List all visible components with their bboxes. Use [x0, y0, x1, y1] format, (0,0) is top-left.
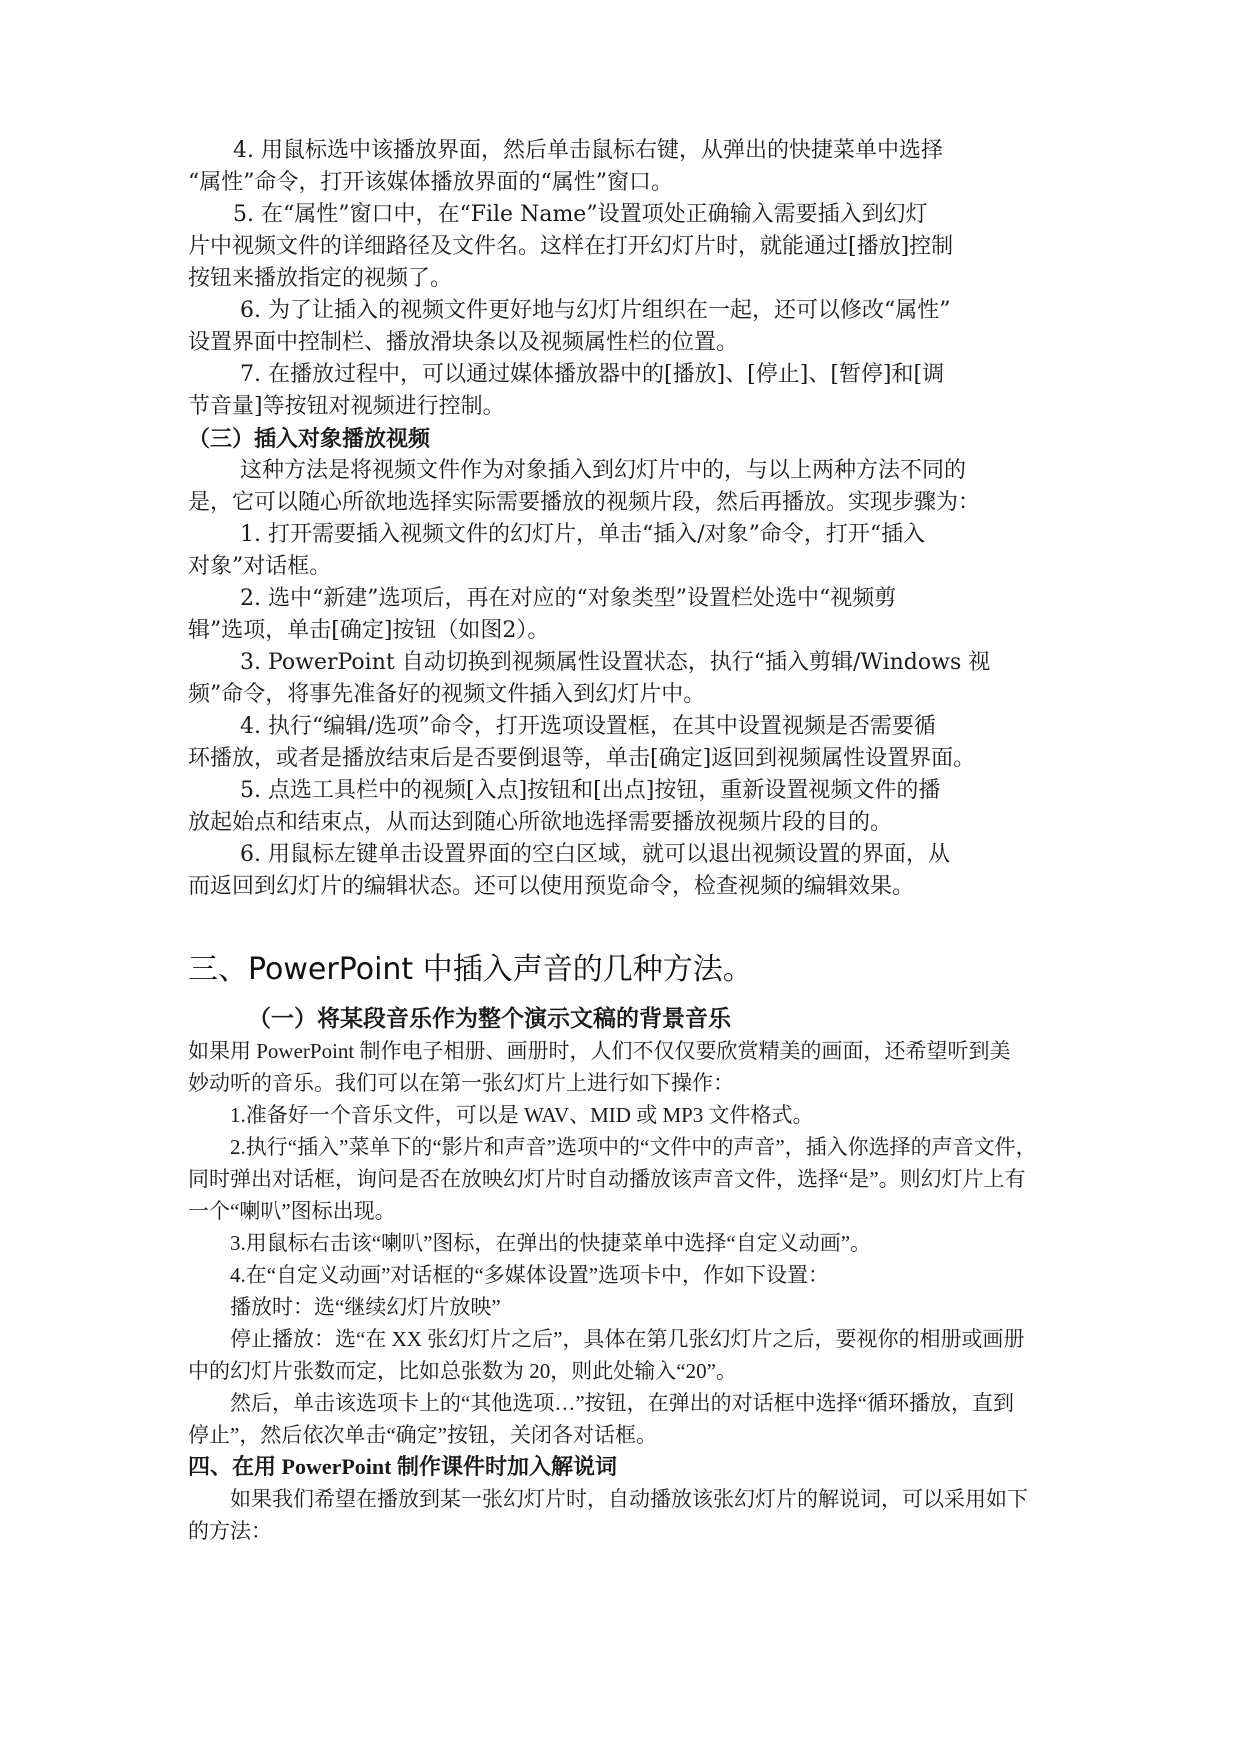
paragraph-line: 而返回到幻灯片的编辑状态。还可以使用预览命令，检查视频的编辑效果。: [188, 874, 915, 899]
paragraph-line: 按钮来播放指定的视频了。: [188, 266, 453, 291]
chapter-heading: 四、在用 PowerPoint 制作课件时加入解说词: [188, 1454, 617, 1479]
paragraph-line: 2.执行“插入”菜单下的“影片和声音”选项中的“文件中的声音”，插入你选择的声音文件，: [230, 1135, 1037, 1159]
paragraph-line: 停止播放：选“在 XX 张幻灯片之后”，具体在第几张幻灯片之后，要视你的相册或画册: [230, 1327, 1025, 1351]
paragraph-line: 然后，单击该选项卡上的“其他选项…”按钮，在弹出的对话框中选择“循环播放，直到: [230, 1391, 1014, 1415]
paragraph-line: 同时弹出对话框，询问是否在放映幻灯片时自动播放该声音文件，选择“是”。则幻灯片上有: [188, 1167, 1026, 1191]
paragraph-line: 6. 为了让插入的视频文件更好地与幻灯片组织在一起，还可以修改“属性”: [240, 298, 951, 323]
chapter-heading: 三、PowerPoint 中插入声音的几种方法。: [188, 952, 753, 987]
paragraph-line: 妙动听的音乐。我们可以在第一张幻灯片上进行如下操作：: [188, 1071, 734, 1095]
paragraph-line: 的方法：: [188, 1519, 272, 1543]
section-heading: （三）插入对象播放视频: [188, 426, 431, 451]
paragraph-line: 设置界面中控制栏、播放滑块条以及视频属性栏的位置。: [188, 330, 739, 355]
paragraph-line: 4.在“自定义动画”对话框的“多媒体设置”选项卡中，作如下设置：: [230, 1263, 830, 1287]
paragraph-line: 1. 打开需要插入视频文件的幻灯片，单击“插入/对象”命令，打开“插入: [240, 522, 926, 547]
paragraph-line: 4. 执行“编辑/选项”命令，打开选项设置框，在其中设置视频是否需要循: [240, 714, 936, 739]
paragraph-line: 如果用 PowerPoint 制作电子相册、画册时，人们不仅仅要欣赏精美的画面，还希望听到美: [188, 1039, 1011, 1063]
paragraph-line: 对象”对话框。: [188, 554, 332, 579]
paragraph-line: 1.准备好一个音乐文件，可以是 WAV、MID 或 MP3 文件格式。: [230, 1103, 814, 1127]
paragraph-line: 片中视频文件的详细路径及文件名。这样在打开幻灯片时，就能通过[播放]控制: [188, 234, 954, 259]
paragraph-line: 环播放，或者是播放结束后是否要倒退等，单击[确定]返回到视频属性设置界面。: [188, 746, 976, 771]
paragraph-line: 放起始点和结束点，从而达到随心所欲地选择需要播放视频片段的目的。: [188, 810, 893, 835]
paragraph-line: 一个“喇叭”图标出现。: [188, 1199, 396, 1223]
paragraph-line: 2. 选中“新建”选项后，再在对应的“对象类型”设置栏处选中“视频剪: [240, 586, 897, 611]
paragraph-line: 3.用鼠标右击该“喇叭”图标，在弹出的快捷菜单中选择“自定义动画”。: [230, 1231, 872, 1255]
paragraph-line: 这种方法是将视频文件作为对象插入到幻灯片中的，与以上两种方法不同的: [240, 458, 967, 483]
paragraph-line: 是，它可以随心所欲地选择实际需要播放的视频片段，然后再播放。实现步骤为：: [188, 490, 981, 515]
paragraph-line: 停止”，然后依次单击“确定”按钮，关闭各对话框。: [188, 1423, 657, 1447]
paragraph-line: “属性”命令，打开该媒体播放界面的“属性”窗口。: [188, 170, 673, 195]
paragraph-line: 播放时：选“继续幻灯片放映”: [230, 1295, 501, 1319]
paragraph-line: 如果我们希望在播放到某一张幻灯片时，自动播放该张幻灯片的解说词，可以采用如下: [230, 1487, 1028, 1511]
paragraph-line: 频”命令，将事先准备好的视频文件插入到幻灯片中。: [188, 682, 706, 707]
paragraph-line: 辑”选项，单击[确定]按钮（如图2）。: [188, 618, 550, 643]
paragraph-line: 7. 在播放过程中，可以通过媒体播放器中的[播放]、[停止]、[暂停]和[调: [240, 362, 945, 387]
paragraph-line: 4. 用鼠标选中该播放界面，然后单击鼠标右键，从弹出的快捷菜单中选择: [233, 138, 943, 163]
paragraph-line: 节音量]等按钮对视频进行控制。: [188, 394, 505, 419]
paragraph-line: 中的幻灯片张数而定，比如总张数为 20，则此处输入“20”。: [188, 1359, 737, 1383]
paragraph-line: 3. PowerPoint 自动切换到视频属性设置状态，执行“插入剪辑/Windows 视: [240, 650, 991, 675]
paragraph-line: 6. 用鼠标左键单击设置界面的空白区域，就可以退出视频设置的界面，从: [240, 842, 950, 867]
subsection-heading: （一）将某段音乐作为整个演示文稿的背景音乐: [248, 1006, 731, 1031]
paragraph-line: 5. 在“属性”窗口中，在“File Name”设置项处正确输入需要插入到幻灯: [233, 202, 928, 227]
paragraph-line: 5. 点选工具栏中的视频[入点]按钮和[出点]按钮，重新设置视频文件的播: [240, 778, 941, 803]
